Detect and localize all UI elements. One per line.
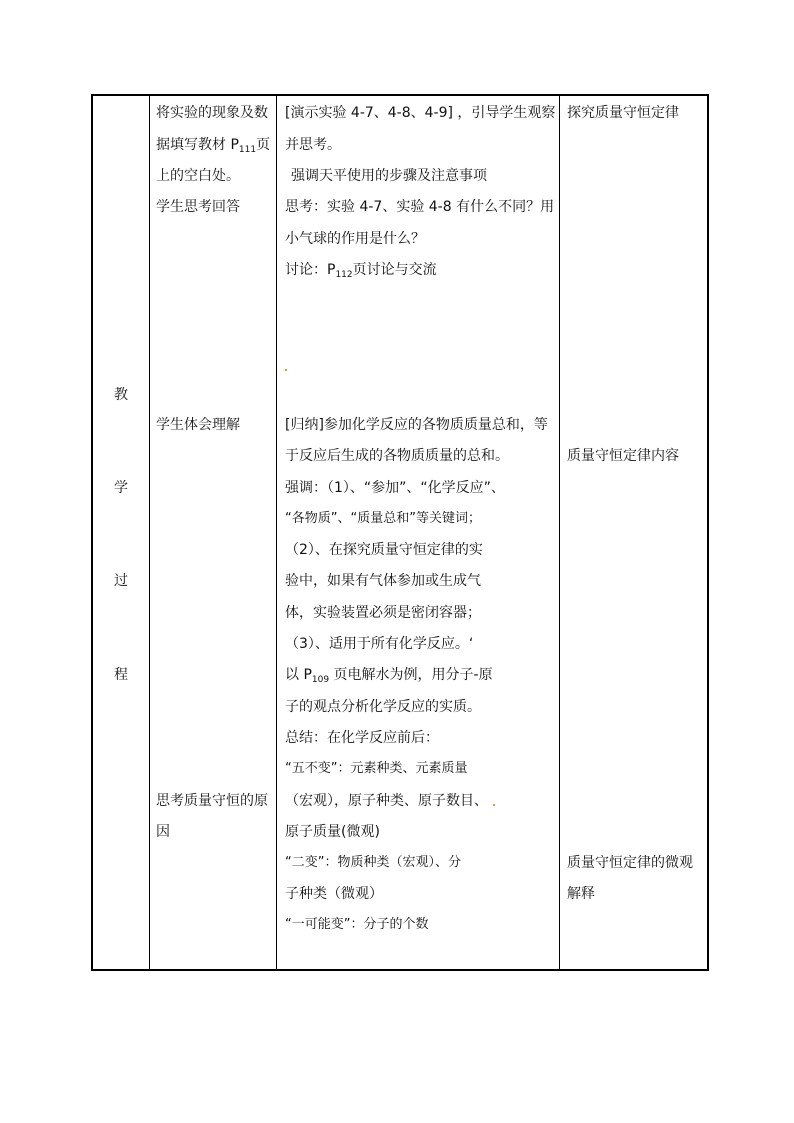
teacher-text: 讨论：$P_{112}$页讨论与交流 <box>285 262 437 280</box>
stage-char: 教 <box>114 387 128 403</box>
student-text: 上的空白处。 <box>156 168 240 184</box>
lesson-plan-table <box>91 94 709 971</box>
teacher-text: [演示实验 4-7、4-8、4-9] ，引导学生观察 <box>285 105 556 121</box>
teacher-text: 子种类（微观） <box>285 886 383 902</box>
stray-mark <box>285 369 287 371</box>
teacher-text: 小气球的作用是什么？ <box>285 231 425 247</box>
teacher-text: 总结：在化学反应前后： <box>285 730 439 746</box>
teacher-text: “各物质”、“质量总和”等关键词； <box>285 511 481 526</box>
teacher-text: （宏观），原子种类、原子数目、 <box>285 793 488 809</box>
stage-cell <box>92 95 150 970</box>
student-activity-cell <box>150 95 277 970</box>
teacher-text: （2）、在探究质量守恒定律的实 <box>285 542 483 558</box>
stage-char: 过 <box>114 573 128 589</box>
stage-char: 学 <box>114 480 128 496</box>
teacher-text: 强调：（1）、“参加”、“化学反应”、 <box>285 480 505 496</box>
teacher-activity-cell <box>277 95 560 970</box>
intent-text: 质量守恒定律内容 <box>567 448 679 464</box>
teacher-text: 验中，如果有气体参加或生成气 <box>285 573 481 589</box>
design-intent-cell <box>560 95 709 970</box>
teacher-text: 并思考。 <box>285 137 341 153</box>
stage-char: 程 <box>114 667 128 683</box>
teacher-text: 以 $P_{109}$ 页电解水为例，用分子-原 <box>285 667 493 685</box>
teacher-text: “一可能变”：分子的个数 <box>285 917 429 932</box>
teacher-text: “二变”：物质种类（宏观）、分 <box>285 855 461 870</box>
stray-mark <box>493 804 495 806</box>
student-text: 将实验的现象及数 <box>156 105 268 121</box>
teacher-text: 强调天平使用的步骤及注意事项 <box>291 168 487 184</box>
intent-text: 探究质量守恒定律 <box>567 105 679 121</box>
table-row <box>92 95 708 970</box>
teacher-text: 于反应后生成的各物质质量的总和。 <box>285 448 509 464</box>
student-text: 因 <box>156 824 170 840</box>
student-text: 据填写教材 $P_{111}$页 <box>156 137 271 155</box>
teacher-text: 子的观点分析化学反应的实质。 <box>285 699 481 715</box>
student-text: 学生体会理解 <box>156 417 240 433</box>
teacher-text: [归纳]参加化学反应的各物质质量总和，等 <box>285 417 548 433</box>
teacher-text: “五不变”：元素种类、元素质量 <box>285 761 468 776</box>
teacher-text: 思考：实验 4-7、实验 4-8 有什么不同？用 <box>285 199 555 215</box>
intent-text: 质量守恒定律的微观 <box>567 855 693 871</box>
teacher-text: 体，实验装置必须是密闭容器； <box>285 605 481 621</box>
teacher-text: （3）、适用于所有化学反应。‘ <box>285 636 474 652</box>
student-text: 学生思考回答 <box>156 199 240 215</box>
student-text: 思考质量守恒的原 <box>156 793 268 809</box>
intent-text: 解释 <box>567 886 595 902</box>
teacher-text: 原子质量(微观) <box>285 824 380 840</box>
